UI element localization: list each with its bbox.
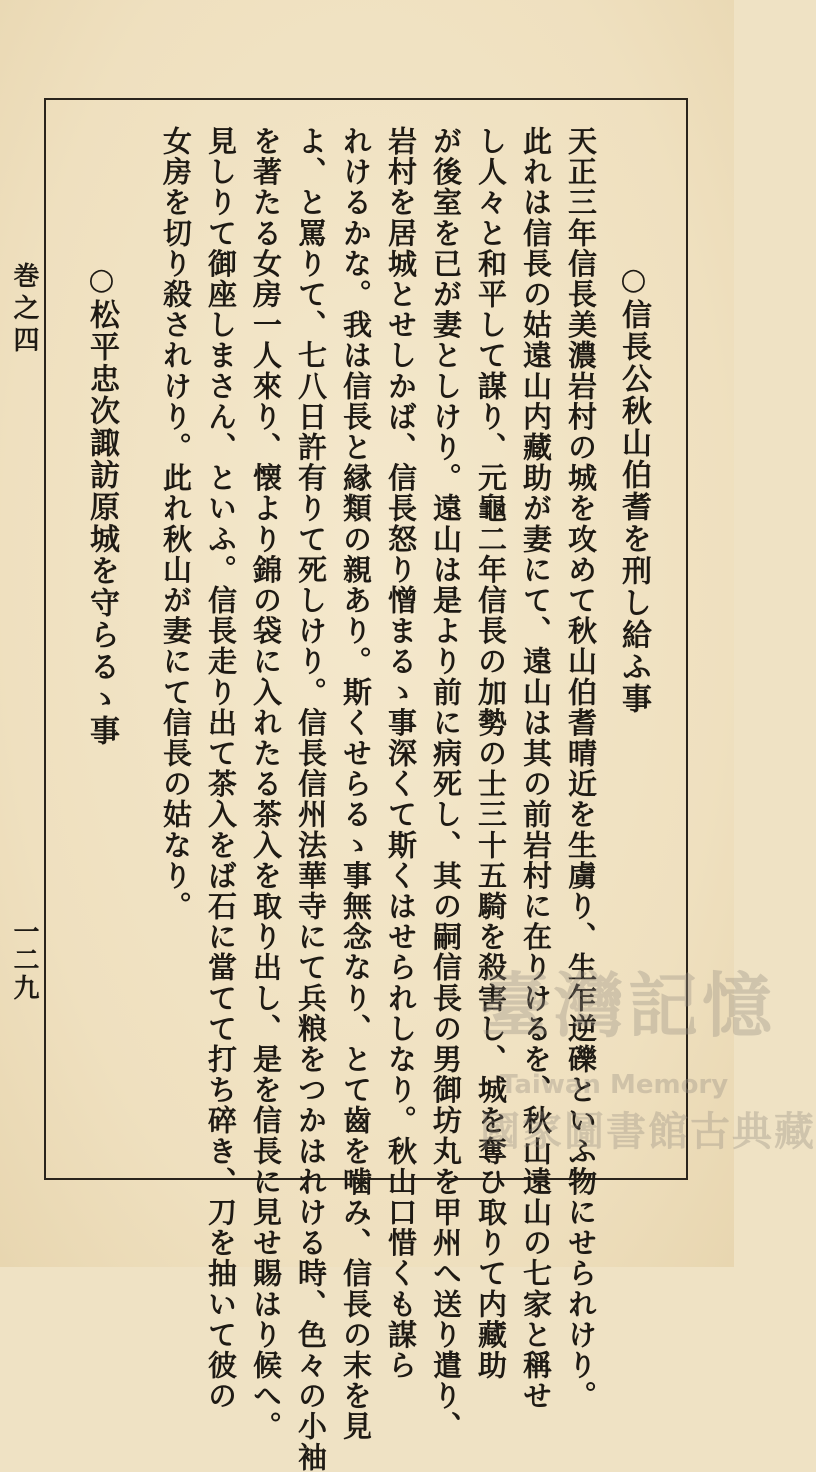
- text-column-1: 天正三年信長美濃岩村の城を攻めて秋山伯耆晴近を生虜り、生乍逆礫といふ物にせられけり。: [564, 126, 598, 1412]
- watermark-characters: 臺灣記憶: [480, 965, 776, 1047]
- text-column-6: れけるかな。我は信長と縁類の親あり。斯くせらるゝ事無念なり、とて齒を噛み、信長の末を見: [339, 126, 373, 1442]
- watermark-subtitle: 國家圖書館古典藏: [480, 1109, 816, 1155]
- text-column-10: 女房を切り殺されけり。此れ秋山が妻にて信長の姑なり。: [159, 126, 193, 922]
- library-watermark: [480, 950, 816, 1160]
- text-column-5: 岩村を居城とせしかば、信長怒り憎まるゝ事深くて斯くはせられしなり。秋山口惜くも謀ら: [384, 126, 418, 1381]
- text-column-9: 見しりて御座しまさん、といふ。信長走り出て茶入をば石に當てて打ち碎き、刀を抽いて彼の: [204, 126, 238, 1412]
- text-column-8: を著たる女房一人來り、懐より錦の袋に入れたる茶入を取り出し、是を信長に見せ賜はり候へ。: [249, 126, 283, 1442]
- volume-label: 巻之四: [9, 262, 39, 358]
- text-column-7: よ、と罵りて、七八日許有りて死しけり。信長信州法華寺にて兵粮をつかはれける時、色々の小袖: [294, 126, 328, 1472]
- page-number: 一二九: [9, 918, 39, 1002]
- watermark-english: Taiwan Memory: [500, 1070, 729, 1100]
- text-column-4: が後室を已が妻としけり。遠山は是より前に病死し、其の嗣信長の男御坊丸を甲州へ送り遣り、: [429, 126, 463, 1442]
- section-heading-2: ○松平忠次諏訪原城を守らるゝ事: [84, 262, 119, 747]
- text-column-2: 此れは信長の姑遠山内藏助が妻にて、遠山は其の前岩村に在りけるを、秋山遠山の七家と稱せ: [519, 126, 553, 1412]
- section-heading-1: ○信長公秋山伯耆を刑し給ふ事: [616, 262, 651, 715]
- text-column-3: し人々と和平して謀り、元龜二年信長の加勢の士三十五騎を殺害し、城を奪ひ取りて内藏助: [474, 126, 508, 1381]
